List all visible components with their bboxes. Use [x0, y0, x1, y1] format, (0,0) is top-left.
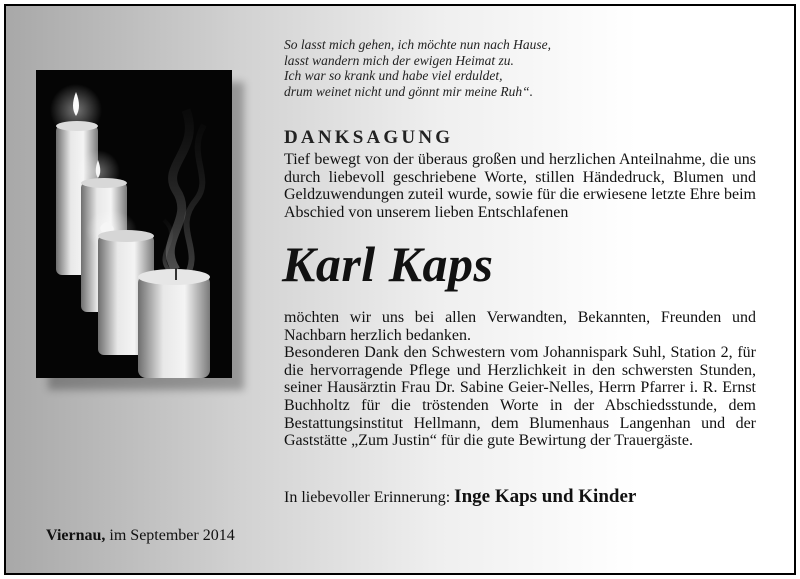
poem-line: So lasst mich gehen, ich möchte nun nach Hause, [284, 37, 551, 52]
place-date-text: im September 2014 [109, 527, 235, 544]
thanks-line-general: möchten wir uns bei allen Verwandten, Bekannten, Freunden und Nachbarn herzlich bedanken. [284, 309, 756, 344]
signature-prefix: In liebevoller Erinnerung: [284, 489, 451, 506]
candles-photo [36, 70, 232, 378]
poem-line: lasst wandern mich der ewigen Heimat zu. [284, 52, 514, 68]
thanks-line-special: Besonderen Dank den Schwestern vom Johannispark Suhl, Station 2, für die hervorragende Pflege und Herzlichkeit in den schwersten Stunden, seiner Hausärztin Frau Dr. Sabine Geier-Nelles, Herrn Pfarrer i. R. Ernst Buchholtz für die tröstenden Worte in der Abschiedsstunde, dem Bestattungsinstitut Hellmann, dem Blumenhaus Langenhan und der Gaststätte „Zum Justin“ für die gute Bewirtung der Trauergäste. [284, 344, 756, 450]
signature-names: Inge Kaps und Kinder [454, 486, 637, 507]
signature [284, 486, 636, 508]
poem-line: Ich war so krank und habe viel erduldet, [284, 68, 503, 84]
poem-line: drum weinet nicht und gönnt mir meine Ruh“. [284, 83, 533, 99]
obituary-card [4, 4, 796, 575]
thanks-paragraph [284, 309, 756, 450]
heading-danksagung: DANKSAGUNG [284, 127, 454, 148]
place-town: Viernau, [46, 527, 106, 544]
deceased-name: Karl Kaps [282, 236, 494, 292]
place-date [46, 527, 235, 545]
intro-paragraph: Tief bewegt von der überaus großen und herzlichen Anteilnahme, die uns durch liebevoll geschriebene Worte, stillen Händedruck, Blumen und Geldzuwendungen zuteil wurde, sowie für die erwiesene letzte Ehre beim Abschied von unserem lieben Entschlafenen [284, 151, 756, 221]
poem [284, 37, 684, 99]
